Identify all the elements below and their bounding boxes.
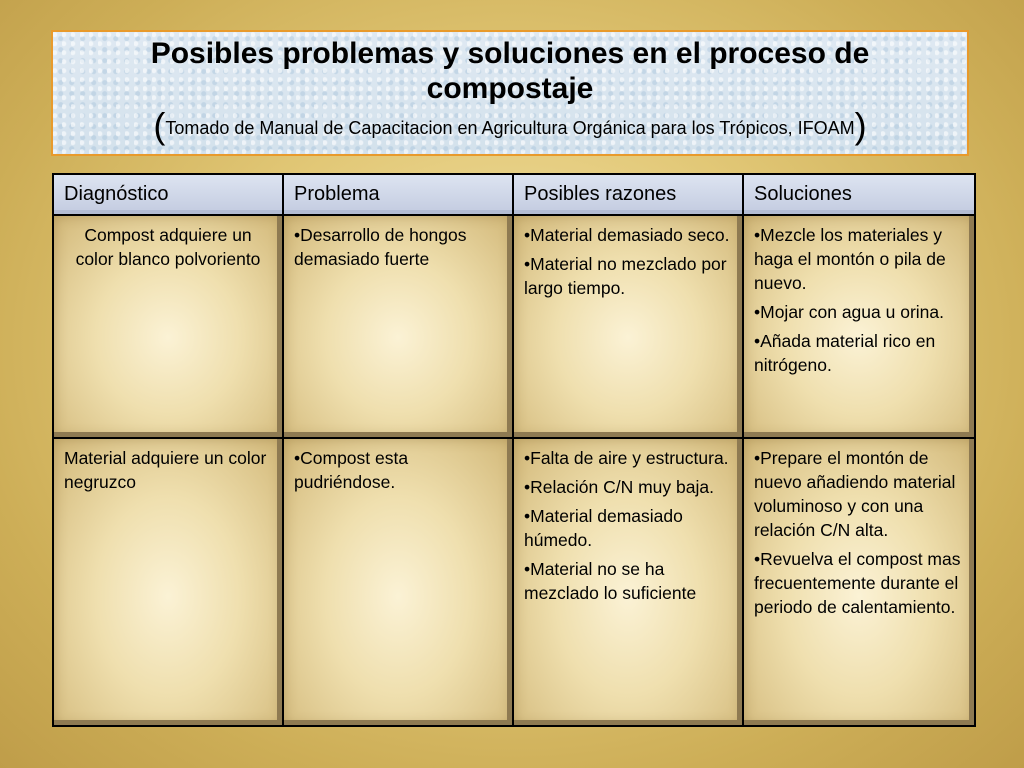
cell-problema <box>283 438 513 726</box>
table-row <box>53 438 975 726</box>
header-problema: Problema <box>283 174 513 215</box>
list-item: •Material demasiado seco. <box>524 225 730 245</box>
slide-subtitle <box>53 105 967 146</box>
header-soluciones: Soluciones <box>743 174 975 215</box>
cell-diagnostico: Compost adquiere un color blanco polvoriento <box>53 215 283 438</box>
list-item: •Material no mezclado por largo tiempo. <box>524 254 727 298</box>
cell-diagnostico: Material adquiere un color negruzco <box>53 438 283 726</box>
table-row <box>53 215 975 438</box>
cell-razones <box>513 438 743 726</box>
list-item: •Relación C/N muy baja. <box>524 477 714 497</box>
list-item: •Añada material rico en nitrógeno. <box>754 331 936 375</box>
cell-soluciones <box>743 215 975 438</box>
list-item: •Compost esta pudriéndose. <box>294 448 409 492</box>
list-item: •Desarrollo de hongos demasiado fuerte <box>294 225 467 269</box>
list-item: •Mezcle los materiales y haga el montón o pila de nuevo. <box>754 225 946 293</box>
title-box <box>51 30 969 156</box>
header-diagnostico: Diagnóstico <box>53 174 283 215</box>
list-item: •Material demasiado húmedo. <box>524 506 683 550</box>
paren-close: ) <box>854 105 867 146</box>
source-citation: Tomado de Manual de Capacitacion en Agricultura Orgánica para los Trópicos, IFOAM <box>165 118 855 138</box>
list-item: •Prepare el montón de nuevo añadiendo material voluminoso y con una relación C/N alta. <box>754 448 956 540</box>
list-item: •Material no se ha mezclado lo suficiente <box>524 559 697 603</box>
slide-title: Posibles problemas y soluciones en el proceso de compostaje <box>150 37 870 105</box>
list-item: •Falta de aire y estructura. <box>524 448 729 468</box>
list-item: •Mojar con agua u orina. <box>754 302 944 322</box>
compost-problems-table <box>52 173 976 727</box>
cell-razones <box>513 215 743 438</box>
header-posibles-razones: Posibles razones <box>513 174 743 215</box>
paren-open: ( <box>153 105 166 146</box>
list-item: •Revuelva el compost mas frecuentemente durante el periodo de calentamiento. <box>754 549 961 617</box>
cell-soluciones <box>743 438 975 726</box>
cell-problema <box>283 215 513 438</box>
table-header-row <box>53 174 975 215</box>
